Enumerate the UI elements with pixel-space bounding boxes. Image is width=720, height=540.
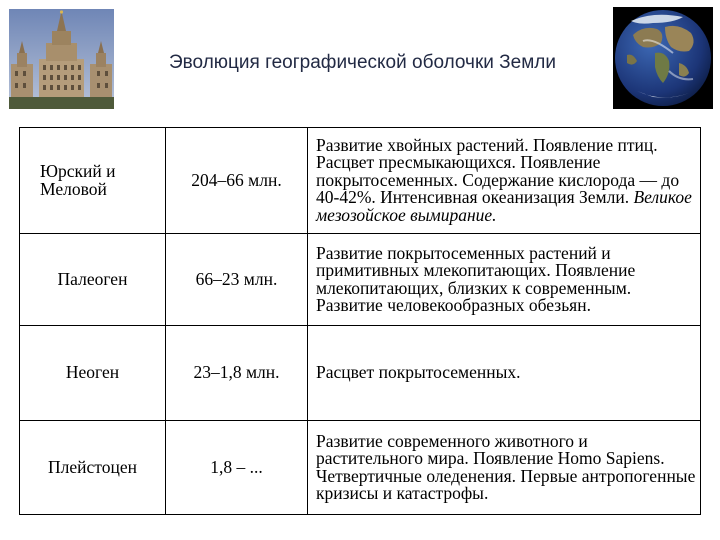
slide-title: Эволюция географической оболочки Земли: [169, 52, 556, 73]
table-row: [20, 234, 701, 326]
description-cell: Развитие покрытосеменных растений и примитивных млекопитающих. Появление млекопитающих, близких к современным. Развитие человекообразных обезьян.: [308, 234, 701, 326]
age-cell: 66–23 млн.: [166, 234, 308, 326]
description-cell: [308, 128, 701, 234]
age-cell: 1,8 – ...: [166, 421, 308, 515]
description-cell: Развитие современного животного и растительного мира. Появление Homo Sapiens. Четвертичные оледенения. Первые антропогенные кризисы и катастрофы.: [308, 421, 701, 515]
description-text: Развитие хвойных растений. Появление птиц. Расцвет пресмыкающихся. Появление покрытосеменных. Содержание кислорода — до 40-42%. Интенсивная океанизация Земли.: [316, 134, 680, 208]
age-cell: 23–1,8 млн.: [166, 326, 308, 421]
evolution-table: [19, 127, 701, 515]
earth-globe-photo: [613, 7, 713, 109]
period-cell: Палеоген: [20, 234, 166, 326]
table-row: [20, 128, 701, 234]
description-italic-text: Великое мезозойское вымирание.: [316, 187, 692, 225]
university-building-photo: [9, 9, 114, 109]
description-cell: Расцвет покрытосеменных.: [308, 326, 701, 421]
table-row: [20, 421, 701, 515]
period-cell: Неоген: [20, 326, 166, 421]
table-row: [20, 326, 701, 421]
period-cell: Юрский и Меловой: [20, 128, 166, 234]
period-cell: Плейстоцен: [20, 421, 166, 515]
age-cell: 204–66 млн.: [166, 128, 308, 234]
